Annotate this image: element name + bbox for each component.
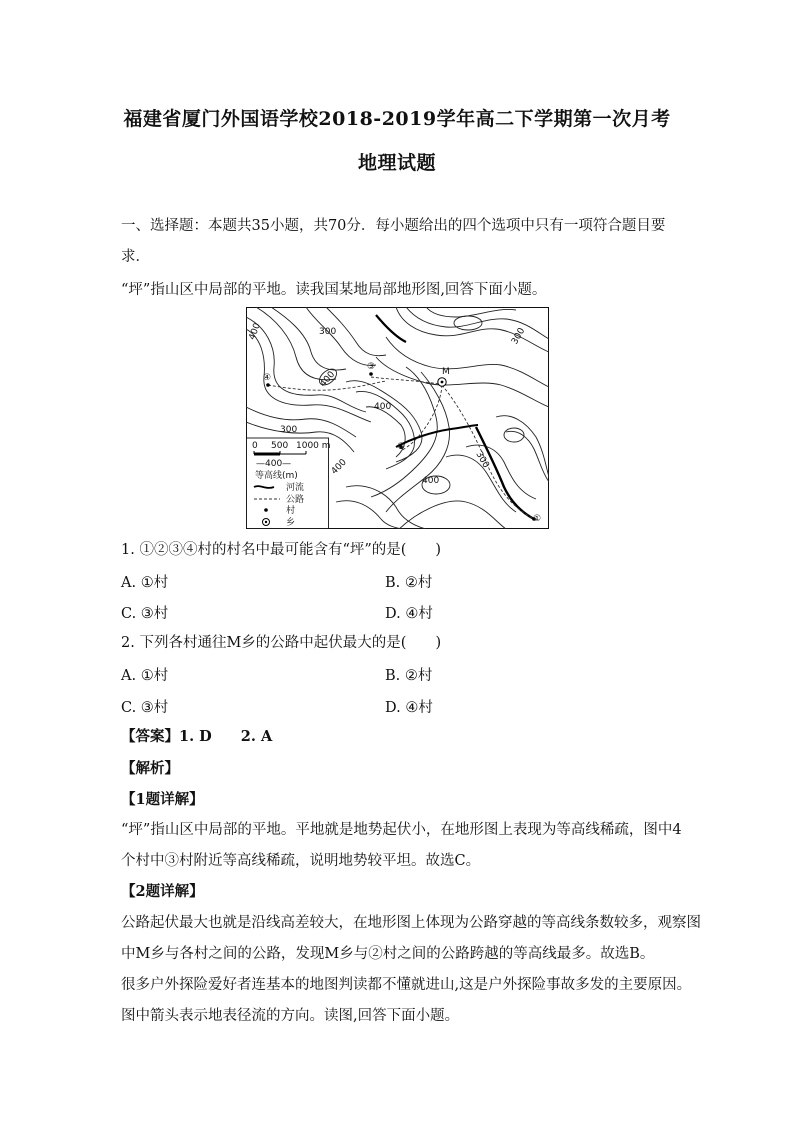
legend-contour-sample: —400—	[256, 459, 292, 469]
contour-label: 400	[247, 321, 263, 342]
village-3-label: ③	[367, 362, 376, 372]
contour-label: 400	[374, 402, 392, 412]
analysis-label: 【解析】	[121, 760, 179, 777]
next-intro-line: 图中箭头表示地表径流的方向。读图,回答下面小题。	[121, 1008, 460, 1024]
q2-option-a: A. ①村	[121, 668, 169, 684]
q1-analysis-line: “坪”指山区中局部的平地。平地就是地势起伏小，在地形图上表现为等高线稀疏，图中4	[121, 822, 682, 838]
question-intro: “坪”指山区中局部的平地。读我国某地局部地形图,回答下面小题。	[121, 282, 547, 298]
village-4-dot-icon	[266, 383, 270, 387]
village-4-label: ④	[263, 373, 272, 383]
q1-option-b: B. ②村	[385, 575, 433, 591]
contour-label: 400	[329, 457, 349, 477]
village-2-label: ②	[397, 442, 406, 452]
contour-label: 400	[318, 369, 338, 390]
topographic-map	[246, 307, 549, 529]
page-subtitle: 地理试题	[357, 152, 436, 174]
contour-label: 300	[473, 450, 491, 470]
village-3-dot-icon	[369, 372, 373, 376]
q2-stem: 2. 下列各村通往M乡的公路中起伏最大的是( )	[121, 635, 442, 651]
scale-label: 500	[271, 441, 289, 451]
q1-analysis-head: 【1题详解】	[121, 791, 204, 808]
next-intro-line: 很多户外探险爱好者连基本的地图判读都不懂就进山,这是户外探险事故多发的主要原因。	[121, 977, 692, 993]
contour-label: 300	[280, 425, 298, 435]
q1-option-d: D. ④村	[385, 606, 433, 622]
scale-label: 1000 m	[296, 441, 331, 451]
section-heading-cont: 求．	[121, 249, 150, 265]
village-1-label: ①	[533, 514, 542, 524]
map-legend	[247, 438, 331, 529]
answer-label: 【答案】	[121, 728, 179, 745]
contour-label: 400	[422, 476, 440, 486]
legend-village-label: 村	[286, 506, 296, 516]
legend-town-label: 乡	[286, 518, 296, 528]
section-heading: 一、选择题：本题共35小题，共70分．每小题给出的四个选项中只有一项符合题目要	[121, 218, 666, 234]
q2-analysis-line: 公路起伏最大也就是沿线高差较大，在地形图上体现为公路穿越的等高线条数较多，观察图	[121, 915, 701, 931]
legend-road-label: 公路	[286, 495, 305, 505]
q2-analysis-head: 【2题详解】	[121, 883, 204, 900]
page-title: 福建省厦门外国语学校2018-2019学年高二下学期第一次月考	[123, 108, 671, 130]
village-dot-icon	[264, 508, 268, 512]
answer-text: 1. D 2. A	[179, 728, 273, 745]
answer-block	[121, 727, 272, 747]
scale-label: 0	[252, 441, 258, 451]
q1-analysis-line: 个村中③村附近等高线稀疏，说明地势较平坦。故选C。	[121, 853, 481, 869]
contour-label: 300	[319, 327, 337, 337]
q2-analysis-line: 中M乡与各村之间的公路，发现M乡与②村之间的公路跨越的等高线最多。故选B。	[121, 946, 655, 962]
q1-stem: 1. ①②③④村的村名中最可能含有“坪”的是( )	[121, 542, 442, 558]
q2-option-c: C. ③村	[121, 700, 169, 716]
q1-option-c: C. ③村	[121, 606, 169, 622]
contour-label: 300	[510, 326, 528, 347]
legend-river-label: 河流	[286, 483, 305, 493]
legend-contour-label: 等高线(m)	[255, 471, 298, 481]
q1-option-a: A. ①村	[121, 575, 169, 591]
q2-option-d: D. ④村	[385, 700, 433, 716]
town-m-label: M	[442, 367, 450, 377]
q2-option-b: B. ②村	[385, 668, 433, 684]
